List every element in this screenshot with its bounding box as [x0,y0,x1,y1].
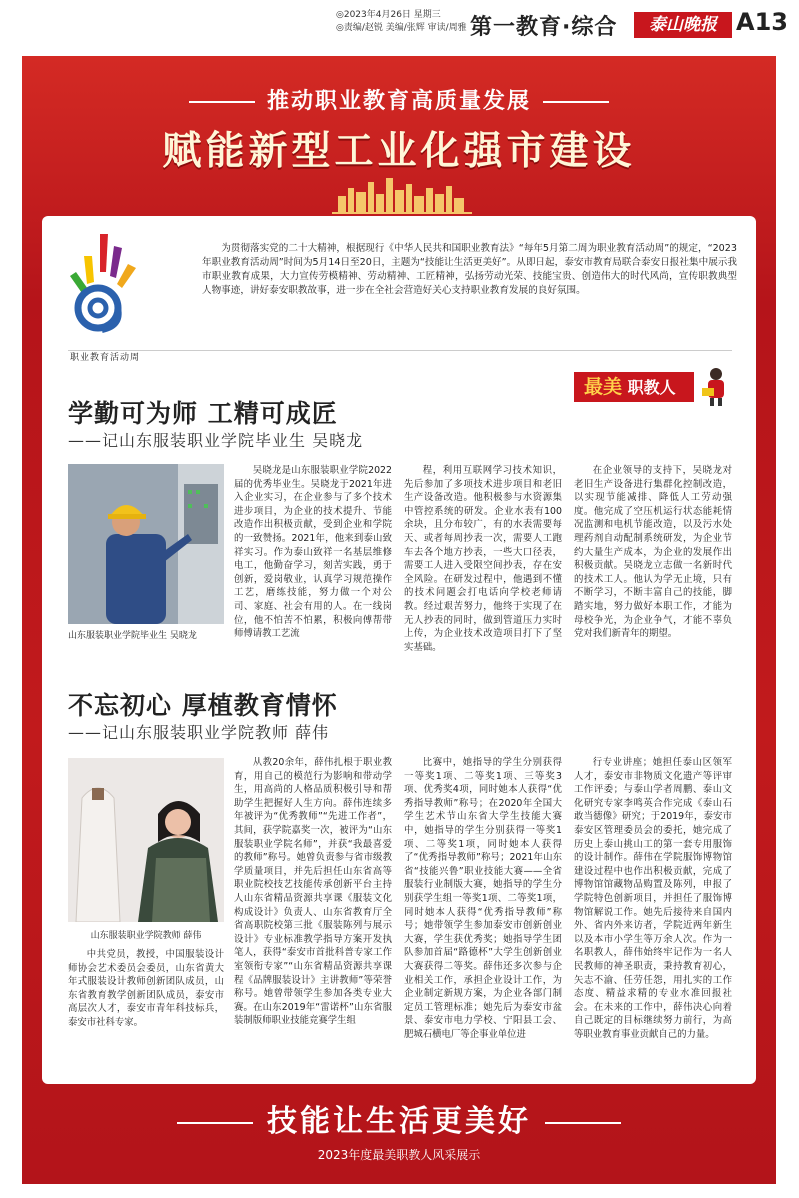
tag-box [574,372,694,402]
teacher-figure-icon [698,366,732,406]
content-panel [42,216,756,1084]
issue-editors: ◎责编/赵锐 美编/张辉 审读/周雅 [336,23,467,33]
article1-col3-text: 在企业领导的支持下，吴晓龙对老旧生产设备进行集群化控制改造，以实现节能减排、降低人工劳动强度。他完成了空压机运行状态能耗情况监测和电机节能改造，以及污水处理药剂自动配制系统研发，为企业节约大量生产成本，为企业的发展作出积极贡献。吴晓龙立志做一名新时代的技术工人。他认为学无止境，只有不断学习，不断丰富自己的技能，脚踏实地，努力做好本职工作，才能为母校争光，为企业争气，才能不辜负党对我们新青年的期望。 [574,465,732,640]
article1-col1 [234,464,392,641]
teacher-photo-image [68,758,224,922]
article1-col1-text: 吴晓龙是山东服装职业学院2022届的优秀毕业生。吴晓龙于2021年进入企业实习，在企业参与了多个技术进步项目，为企业的技术提升、节能改造作出积极贡献，受到企业和学院的一致赞扬。2021年，他来到泰山致祥实习。作为泰山致祥一名基层维修电工，他勤奋学习，刻苦实践，勇于创新，爱岗敬业，认真学习规范操作工艺，磨练技能，努力做一个对公司、家庭、社会有用的人。在一线岗位，他不怕苦不怕累，积极向傅帮带师傅请教工艺流 [234,465,392,640]
logo-caption: 职业教育活动周 [70,353,141,363]
vocational-week-logo [62,226,172,361]
article2-col2 [404,756,562,1041]
footer-caption: 2023年度最美职教人风采展示 [317,1148,481,1162]
red-frame [22,56,776,1184]
article2-headline: 不忘初心 厚植教育情怀 [68,691,338,720]
article2-col2-text: 比赛中，她指导的学生分别获得一等奖1项、二等奖1项、三等奖3项、优秀奖4项，同时她本人获得“优秀指导教师”称号；在2020年全国大学生艺术节山东省大学生技能大赛中，她指导的学生分别获得一等奖1项、二等奖1项，同时她本人获得了“优秀指导教师”称号；2021年山东省“技能兴鲁”职业技能大赛——全省服装行业制版大赛，她指导的学生分别获学生组一等奖1项、二等奖1项，同时她本人获得“优秀指导教师”称号；她带领学生参加泰安市创新创业大赛，学生获优秀奖；她指导学生团队参加首届“路德杯”大学生创新创业大赛获得二等奖。薛伟还多次参与企业相关工作，承担企业设计工作，为企业制定新规方案，为企业各部门制定员工管理标准；她先后为泰安市盆景、泰安市电力学校、宁阳县工会、肥城石横电厂等企事业单位进 [404,757,562,1040]
intro-paragraph: 为贯彻落实党的二十大精神，根据现行《中华人民共和国职业教育法》“每年5月第二周为职业教育活动周”的规定，“2023年职业教育活动周”时间为5月14日至20日，主题为“技能让生活更美好”。从即日起，泰安市教育局联合泰安日报社集中展示我市职业教育成果，大力宣传劳模精神、劳动精神、工匠精神，弘扬劳动光荣、技能宝贵、创造伟大的时代风尚，宣传职教典型人物事迹，讲好泰安职教故事，进一步在全社会营造好关心支持职业教育发展的良好氛围。 [202,243,737,296]
worker-photo-image [68,464,224,624]
handprint-logo-icon [62,226,162,346]
dash-right [543,101,609,103]
divider [68,350,732,351]
banner-subtitle-text: 推动职业教育高质量发展 [266,89,531,114]
worker-photo [68,464,224,624]
article2-col3 [574,756,732,1041]
article2-body [234,756,734,1076]
banner-title: 赋能新型工业化强市建设 [162,128,636,174]
article2-col1-text: 从教20余年，薛伟扎根于职业教育，用自己的模范行为影响和带动学生，用高尚的人格品质积极引导和帮助学生把握好人生方向。薛伟连续多年被评为“优秀教师”“先进工作者”，其间，获学院嘉奖一次，被评为“山东服装职业学院名师”，并获“我最喜爱的教师”称号。她曾负责参与省市级教学质量项目，并先后担任山东省高等职业院校技艺技能传承创新平台主持人山东省精品资源共享课《服装文化构成设计》负责人、山东省教育厅全省高职院校第三批《服装陈列与展示设计》专业标准教学指导方案开发执笔人，获得“泰安市首批科普专家工作室领衔专家”“山东省精品资源共享课程《品牌服装设计》主讲教师”等荣誉称号。她曾带领学生参加各类专业大赛。在山东2019年“雷诺杯”山东省服装制版师职业技能竞赛学生组 [234,757,392,1027]
article1-body [234,464,734,664]
tag-big: 最美 [584,376,623,398]
article2-col3-text: 行专业讲座；她担任泰山区领军人才，泰安市非物质文化遗产等评审工作评委；与泰山学者周鹏、泰山文化研究专家李鸣英合作完成《泰山石敢当德像》研究；于2019年，泰安市泰安区管理委员会的委托，她完成了历史上泰山挑山工的第一套专用服饰的设计制作。薛伟在学院服饰博物馆建设过程中也作出积极贡献，完成了博物馆馆藏物品购置及陈列，申报了学院特色创新项目，并担任了服饰博物馆解说工作。她先后接待来自国内外、省内外来访者，学院近两年新生以及本市小学生等万余人次。作为一名职教人，薛伟始终牢记作为一名人民教师的神圣职责，秉持教育初心，矢志不渝、任劳任怨，用扎实的工作态度、精益求精的专业水准回报社会。在未来的工作中，薛伟决心向着自己既定的目标继续努力前行，为高等职业教育事业贡献自己的力量。 [574,757,732,1040]
slogan [22,1096,776,1140]
city-skyline-icon [332,174,472,214]
slogan-text: 技能让生活更美好 [267,1104,531,1139]
article2-col1 [234,756,392,1028]
article2-bio: 中共党员，教授，中国服装设计师协会艺术委员会委员，山东省黄大年式服装设计教师创新团队成员，山东省教育教学创新团队成员，泰安市高层次人才，泰安市青年科技标兵，泰安市社科专家。 [68,949,224,1028]
best-teacher-tag [574,366,732,406]
issue-date: ◎2023年4月26日 星期三 [336,10,441,20]
slogan-dash-left [177,1122,253,1124]
article2-subhead: ——记山东服装职业学院教师 薛伟 [68,723,330,742]
dash-left [189,101,255,103]
top-banner [22,56,776,236]
article1-col3 [574,464,732,641]
article2-photo-caption: 山东服装职业学院教师 薛伟 [90,931,202,941]
page-number: A13 [736,8,788,36]
tag-label: 职教人 [627,378,676,397]
article1-col2 [404,464,562,654]
issue-meta [336,9,467,35]
section-title: 第一教育·综合 [470,15,618,40]
teacher-photo [68,758,224,922]
article1-col2-text: 程，利用互联网学习技术知识，先后参加了多项技术进步项目和老旧生产设备改造。他积极参与水资源集中管控系统的研发。企业水表有100余块，且分布较广，有的水表需要每天、或者每周抄表一次，需要人工跑车去各个地方抄表，一些大口径表，需要工人进入受限空间抄表，存在安全风险。在研发过程中，他遇到不懂的技术问题会打电话向学校老师请教。经过艰苦努力，他终于实现了在无人抄表的同时，做到管道压力实时上传，为企业技术改造项目打下了坚实基础。 [404,465,562,653]
article1-headline: 学勤可为师 工精可成匠 [68,399,338,428]
slogan-dash-right [545,1122,621,1124]
banner-subtitle [22,84,776,115]
newspaper-logo: 泰山晚报 [634,12,732,38]
article1-subhead: ——记山东服装职业学院毕业生 吴晓龙 [68,431,364,450]
masthead [0,0,799,56]
article1-photo-caption: 山东服装职业学院毕业生 吴晓龙 [68,631,197,641]
